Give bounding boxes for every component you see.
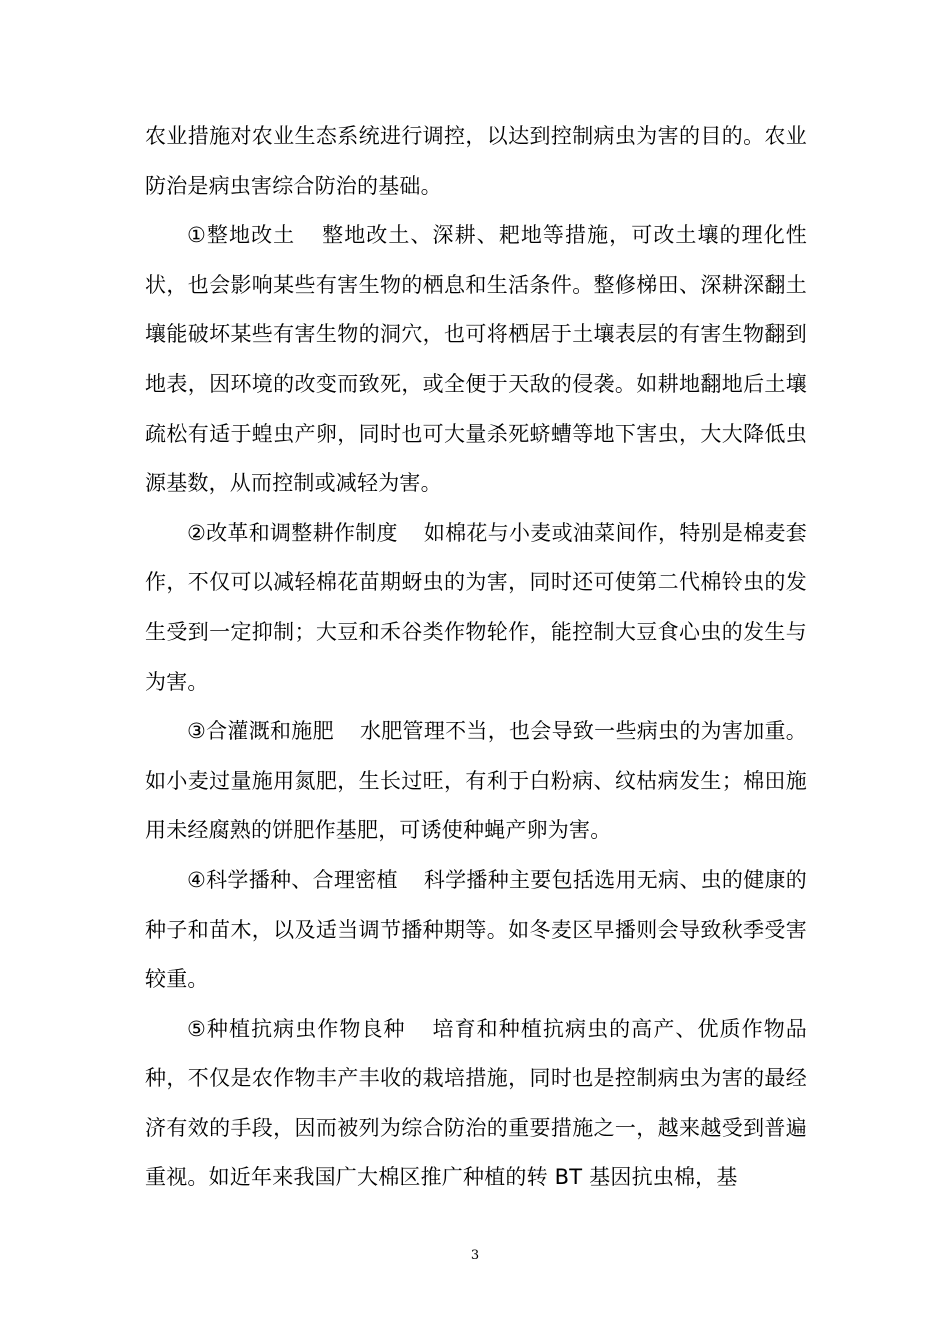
paragraph-text: 科学播种主要包括选用无病、虫的健康的种子和苗木，以及适当调节播种期等。如冬麦区早播则会导致秋季受害较重。 [145, 867, 807, 992]
paragraph-resistant-varieties [145, 1005, 807, 1203]
paragraph-tillage-system [145, 509, 807, 707]
page-content [145, 112, 807, 1203]
section-heading: ②改革和调整耕作制度 [187, 520, 398, 545]
paragraph-irrigation-fertilization [145, 707, 807, 856]
section-heading: ①整地改土 [187, 223, 296, 248]
section-heading: ⑤种植抗病虫作物良种 [187, 1016, 406, 1041]
paragraph-sowing-density [145, 856, 807, 1005]
section-heading: ④科学播种、合理密植 [187, 867, 398, 892]
section-heading: ③合灌溉和施肥 [187, 719, 334, 744]
paragraph-text: 整地改土、深耕、耙地等措施，可改土壤的理化性状，也会影响某些有害生物的栖息和生活条件。整修梯田、深耕深翻土壤能破坏某些有害生物的洞穴，也可将栖居于土壤表层的有害生物翻到地表，因环境的改变而致死，或全便于天敌的侵袭。如耕地翻地后土壤疏松有适于蝗虫产卵，同时也可大量杀死蛴螬等地下害虫，大大降低虫源基数，从而控制或减轻为害。 [145, 223, 807, 496]
paragraph-text: 如棉花与小麦或油菜间作，特别是棉麦套作，不仅可以减轻棉花苗期蚜虫的为害，同时还可使第二代棉铃虫的发生受到一定抑制；大豆和禾谷类作物轮作，能控制大豆食心虫的发生与为害。 [145, 520, 807, 694]
paragraph-land-preparation [145, 211, 807, 509]
paragraph-intro [145, 112, 807, 211]
page-number: 3 [470, 1248, 480, 1263]
paragraph-text: 农业措施对农业生态系统进行调控，以达到控制病虫为害的目的。农业防治是病虫害综合防治的基础。 [145, 124, 807, 198]
paragraph-text: 培育和种植抗病虫的高产、优质作物品种，不仅是农作物丰产丰收的栽培措施，同时也是控制病虫为害的最经济有效的手段，因而被列为综合防治的重要措施之一，越来越受到普遍重视。如近年来我国广大棉区推广种植的转 BT 基因抗虫棉，基 [145, 1016, 808, 1190]
paragraph-text: 水肥管理不当，也会导致一些病虫的为害加重。如小麦过量施用氮肥，生长过旺，有利于白粉病、纹枯病发生；棉田施用未经腐熟的饼肥作基肥，可诱使种蝇产卵为害。 [145, 719, 807, 843]
